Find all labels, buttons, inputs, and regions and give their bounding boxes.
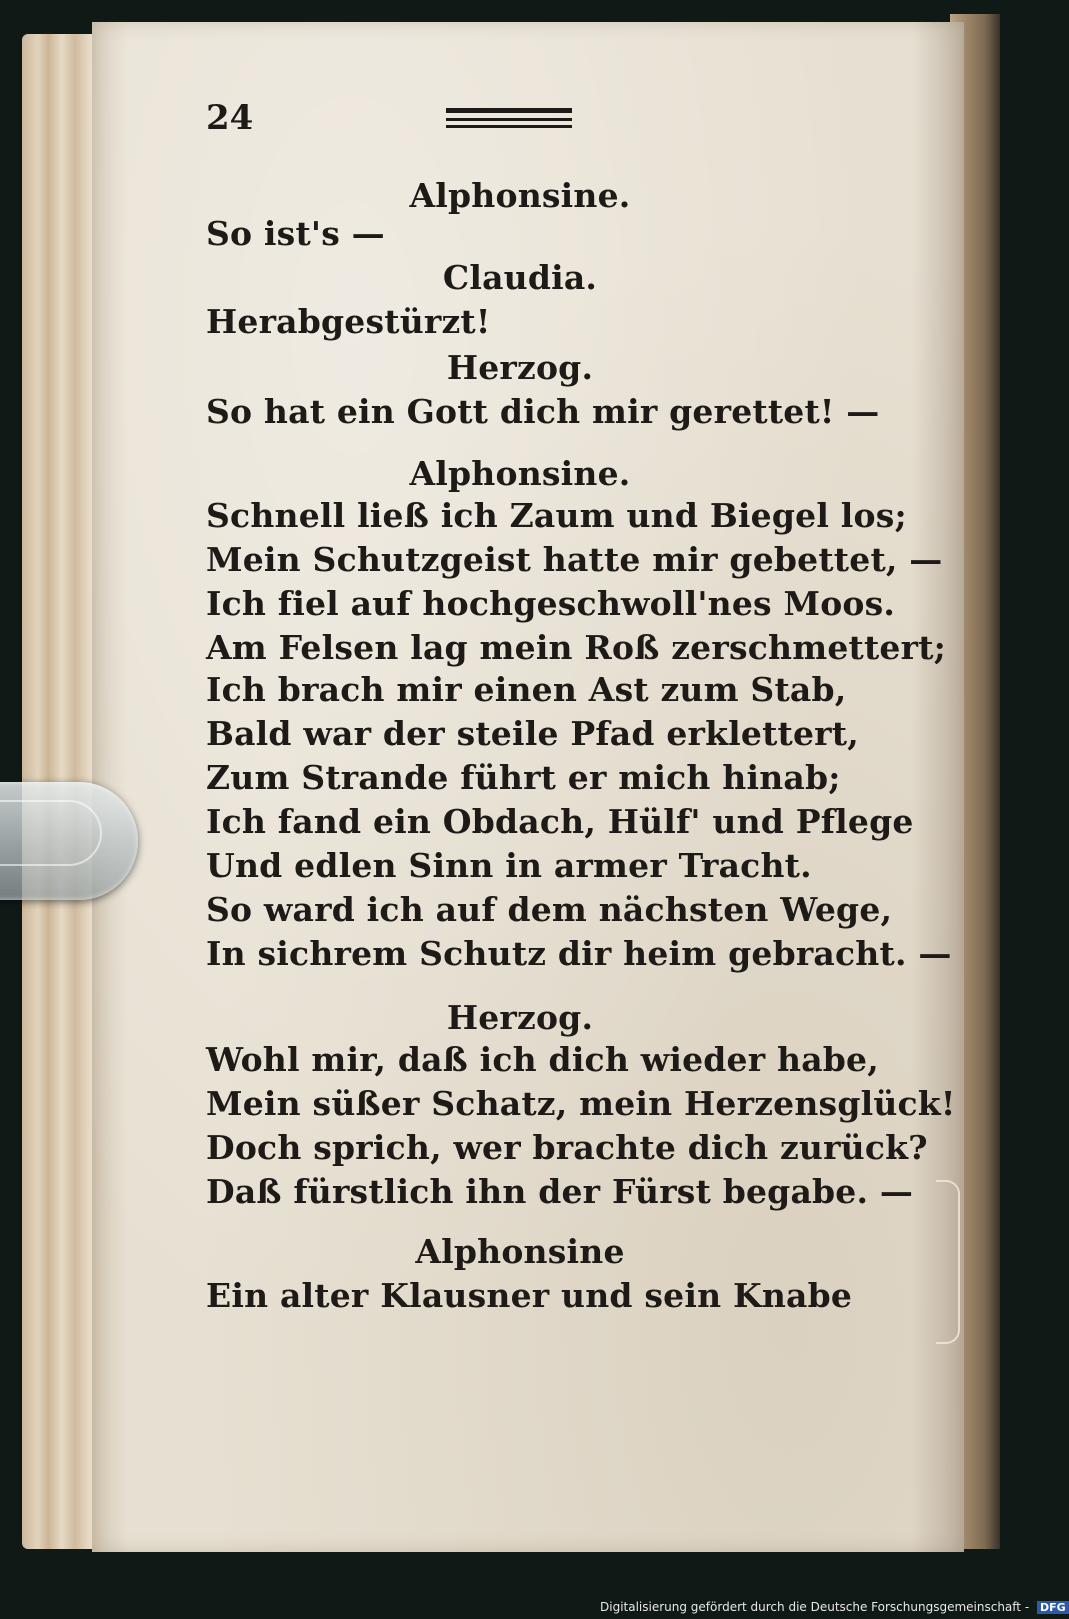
page-clip [0,782,138,900]
verse-line: Daß fürstlich ihn der Fürst begabe. — [206,1172,914,1211]
verse-line: Am Felsen lag mein Roß zerschmettert; [206,628,947,667]
speaker-name: Alphonsine. [409,454,631,493]
verse-line: Und edlen Sinn in armer Tracht. [206,846,812,885]
verse-line: Mein süßer Schatz, mein Herzensglück! [206,1084,956,1123]
ornamental-rule [446,108,572,113]
digitization-footer [600,1600,1069,1614]
verse-line: Wohl mir, daß ich dich wieder habe, [206,1040,879,1079]
verse-line: Ich fiel auf hochgeschwoll'nes Moos. [206,584,896,623]
verse-line: Ich brach mir einen Ast zum Stab, [206,670,847,709]
verse-line: Zum Strande führt er mich hinab; [206,758,841,797]
verse-line: In sichrem Schutz dir heim gebracht. — [206,934,952,973]
verse-line: Bald war der steile Pfad erklettert, [206,714,859,753]
verse-line: Mein Schutzgeist hatte mir gebettet, — [206,540,943,579]
page-clip-highlight [0,800,102,866]
footer-credit: Digitalisierung gefördert durch die Deutsche Forschungsgemeinschaft - [600,1600,1030,1614]
verse-line: Ich fand ein Obdach, Hülf' und Pflege [206,802,914,841]
binding-thread [936,1180,960,1344]
speaker-name: Alphonsine [415,1232,625,1271]
verse-line: Doch sprich, wer brachte dich zurück? [206,1128,928,1167]
page-number: 24 [206,98,254,138]
verse-line: Herabgestürzt! [206,302,491,341]
speaker-name: Herzog. [446,348,594,387]
ornamental-rule [446,118,572,121]
verse-line: So ward ich auf dem nächsten Wege, [206,890,893,929]
speaker-name: Claudia. [442,258,598,297]
speaker-name: Alphonsine. [409,176,631,215]
verse-line: Schnell ließ ich Zaum und Biegel los; [206,496,907,535]
verse-line: So ist's — [206,214,385,253]
verse-line: So hat ein Gott dich mir gerettet! — [206,392,880,431]
ornamental-rule [446,125,572,128]
speaker-name: Herzog. [446,998,594,1037]
verse-line: Ein alter Klausner und sein Knabe [206,1276,853,1315]
dfg-logo: DFG [1037,1601,1069,1614]
